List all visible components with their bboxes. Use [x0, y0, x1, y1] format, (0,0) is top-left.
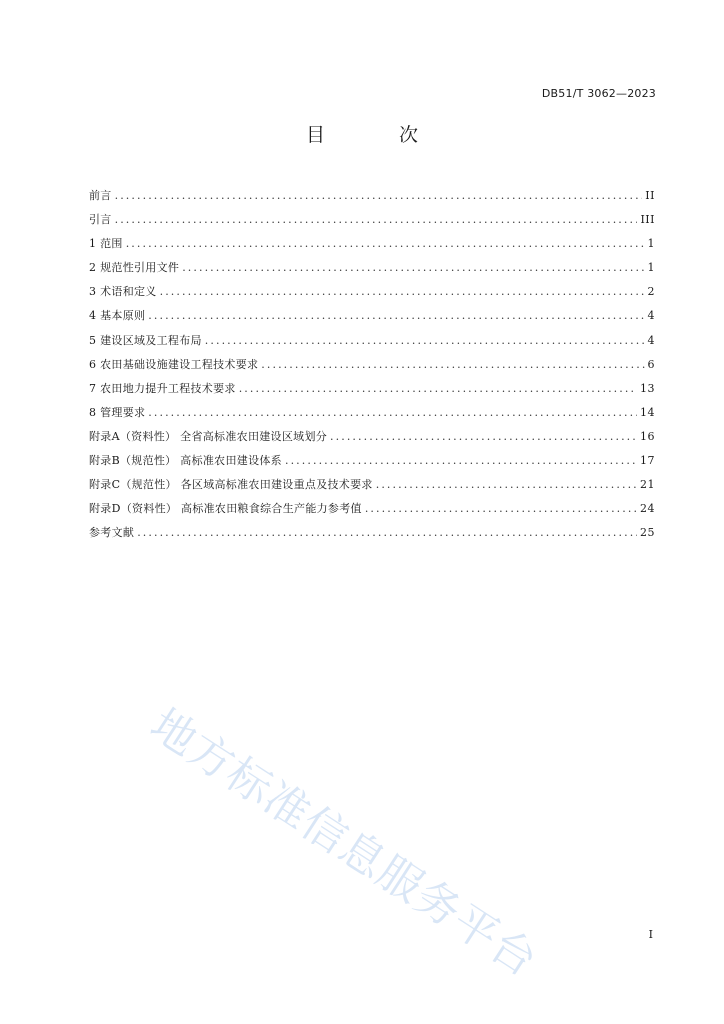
toc-entry-label: 附录C（规范性） 各区域高标准农田建设重点及技术要求: [89, 478, 373, 492]
toc-entry-page: 1: [647, 261, 655, 275]
toc-dot-leader: [330, 427, 637, 446]
table-of-contents: [89, 186, 655, 547]
toc-entry-page: 16: [640, 429, 655, 443]
toc-entry[interactable]: [89, 186, 655, 210]
toc-entry[interactable]: [89, 499, 655, 523]
toc-entry-label: 附录D（资料性） 高标准农田粮食综合生产能力参考值: [89, 502, 362, 516]
toc-dot-leader: [205, 331, 645, 350]
toc-entry-page: 14: [640, 405, 655, 419]
toc-entry-page: 2: [647, 285, 655, 299]
toc-entry[interactable]: [89, 475, 655, 499]
toc-dot-leader: [148, 403, 637, 422]
toc-entry[interactable]: [89, 210, 655, 234]
toc-entry-label: 前言: [89, 189, 112, 202]
toc-entry-label: 5 建设区域及工程布局: [89, 333, 202, 347]
toc-entry-page: II: [645, 189, 655, 202]
toc-entry[interactable]: [89, 306, 655, 330]
toc-entry[interactable]: [89, 451, 655, 475]
toc-entry-label: 7 农田地力提升工程技术要求: [89, 381, 236, 395]
toc-entry-page: 17: [640, 454, 655, 468]
toc-entry-label: 1 范围: [89, 237, 123, 251]
toc-entry[interactable]: [89, 282, 655, 306]
toc-dot-leader: [137, 523, 637, 542]
toc-entry-page: 4: [647, 333, 655, 347]
toc-dot-leader: [182, 258, 644, 277]
toc-entry[interactable]: [89, 331, 655, 355]
toc-dot-leader: [148, 306, 644, 325]
toc-dot-leader: [376, 475, 637, 494]
toc-entry[interactable]: [89, 258, 655, 282]
toc-entry[interactable]: [89, 523, 655, 547]
toc-entry-label: 附录B（规范性） 高标准农田建设体系: [89, 454, 282, 468]
toc-entry-page: 6: [647, 357, 655, 371]
toc-entry-page: III: [640, 213, 655, 227]
toc-entry-page: 21: [640, 478, 655, 492]
toc-entry[interactable]: [89, 427, 655, 451]
toc-dot-leader: [115, 210, 638, 229]
toc-dot-leader: [365, 499, 637, 518]
toc-entry-label: 6 农田基础设施建设工程技术要求: [89, 357, 259, 371]
watermark: 地方标准信息服务平台: [141, 699, 547, 988]
toc-entry-label: 3 术语和定义: [89, 285, 157, 299]
toc-dot-leader: [261, 355, 644, 374]
toc-dot-leader: [160, 282, 645, 301]
toc-title: 目 次: [305, 124, 453, 146]
toc-entry-label: 参考文献: [89, 526, 135, 540]
toc-entry-label: 附录A（资料性） 全省高标准农田建设区域划分: [89, 429, 328, 443]
toc-entry-page: 13: [640, 381, 655, 395]
toc-entry[interactable]: [89, 403, 655, 427]
toc-dot-leader: [285, 451, 637, 470]
toc-entry-label: 8 管理要求: [89, 405, 146, 419]
toc-entry[interactable]: [89, 379, 655, 403]
toc-dot-leader: [115, 186, 643, 205]
page-number: I: [648, 928, 653, 941]
toc-dot-leader: [239, 379, 637, 398]
toc-entry[interactable]: [89, 234, 655, 258]
toc-entry-page: 1: [647, 237, 655, 251]
toc-entry-page: 4: [647, 309, 655, 323]
toc-entry-page: 25: [640, 526, 655, 540]
toc-dot-leader: [126, 234, 645, 253]
toc-entry-label: 2 规范性引用文件: [89, 261, 180, 275]
toc-entry-page: 24: [640, 502, 655, 516]
standard-number: DB51/T 3062—2023: [541, 87, 656, 100]
toc-entry[interactable]: [89, 355, 655, 379]
toc-entry-label: 4 基本原则: [89, 309, 146, 323]
toc-entry-label: 引言: [89, 213, 112, 227]
